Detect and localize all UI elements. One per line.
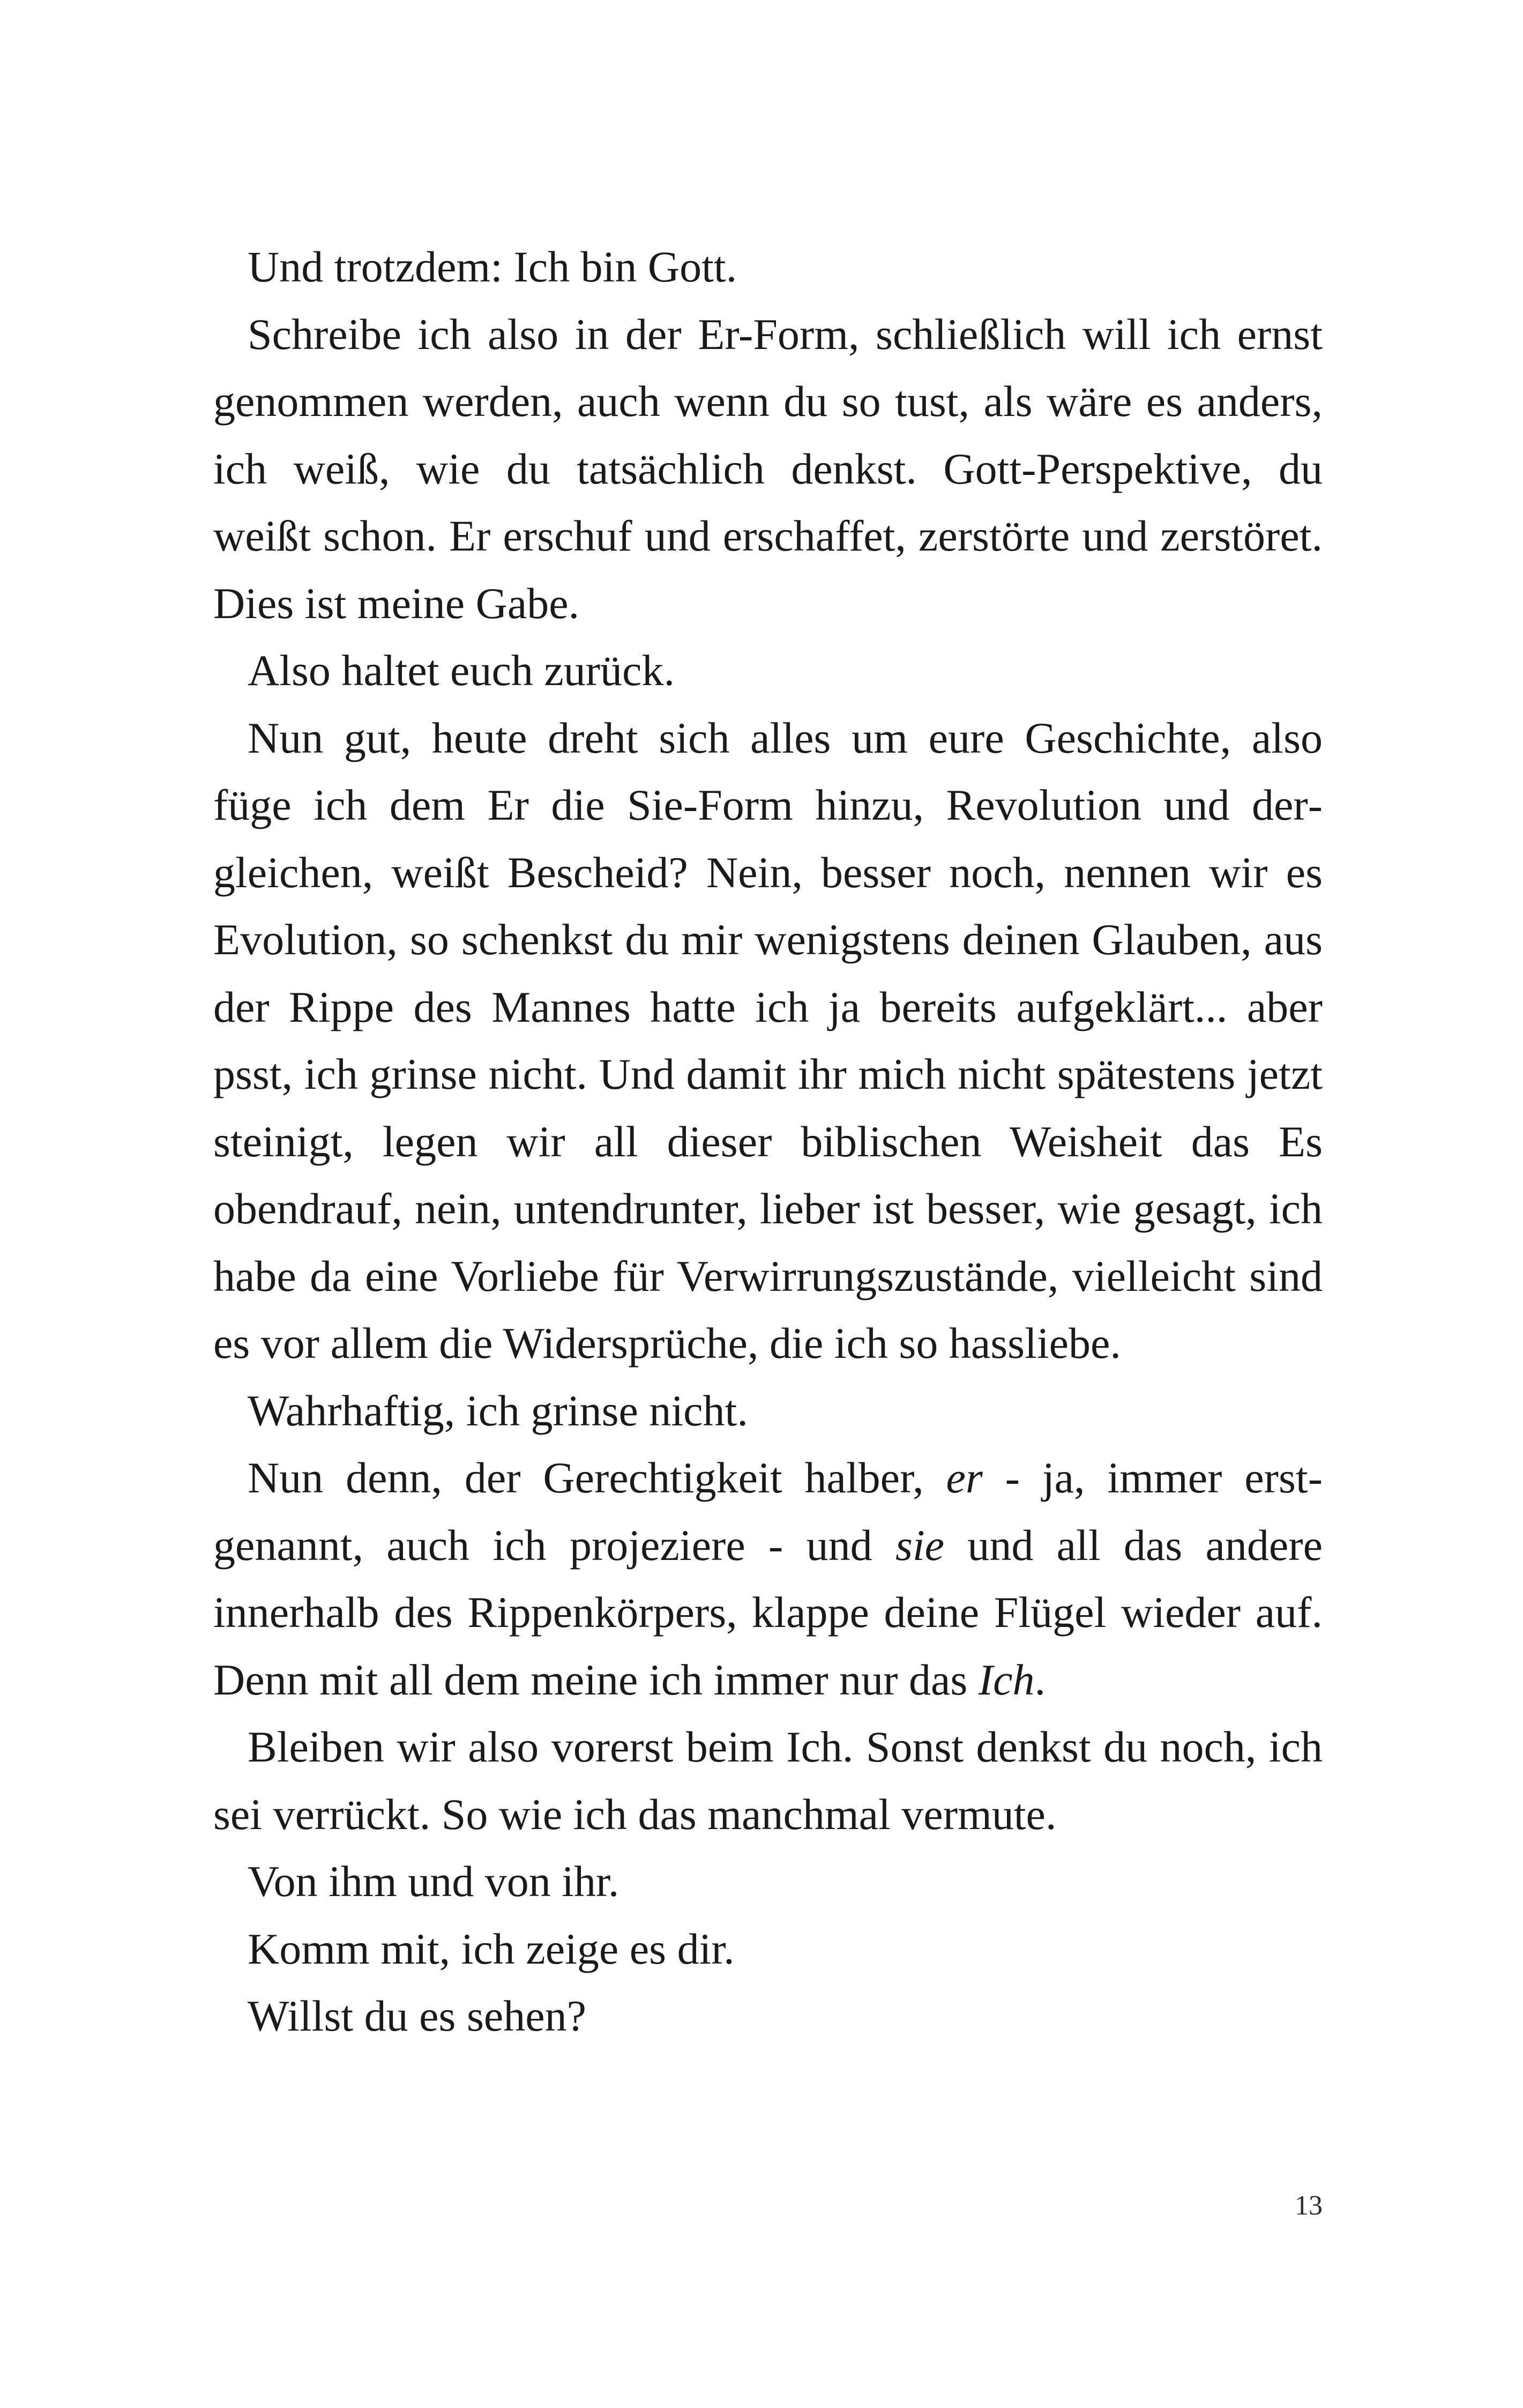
paragraph-8 — [213, 1848, 1323, 1915]
paragraph-3 — [213, 637, 1323, 704]
paragraph-6-text-c: und all das andere innerhalb des Rippenkörpers, klappe deine Flügel wieder auf. Denn mit all dem meine ich immer nur das — [213, 1520, 1323, 1704]
paragraph-6-text-d: . — [1034, 1655, 1046, 1704]
paragraph-2-text: Schreibe ich also in der Er-Form, schließlich will ich ernst genommen werden, auch wenn du so tust, als wäre es anders, ich weiß, wie du tatsächlich denkst. Gott-Perspektive, du weißt schon. Er erschuf und erschaffet, zerstörte und zerstöret. Dies ist meine Gabe. — [213, 309, 1323, 628]
paragraph-6-italic-sie: sie — [895, 1520, 945, 1570]
paragraph-7-text: Bleiben wir also vorerst beim Ich. Sonst denkst du noch, ich sei verrückt. So wie ich das manchmal vermute. — [213, 1722, 1323, 1839]
paragraph-4-text: Nun gut, heute dreht sich alles um eure Geschichte, also füge ich dem Er die Sie-Form hinzu, Revolution und dergleichen, weißt Bescheid? Nein, besser noch, nennen wir es Evolution, so schenkst du mir wenigstens deinen Glauben, aus der Rippe des Mannes hatte ich ja bereits aufgeklärt... aber psst, ich grinse nicht. Und damit ihr mich nicht spätestens jetzt steinigt, legen wir all dieser biblischen Weisheit das Es obendrauf, nein, untendrunter, lieber ist besser, wie gesagt, ich habe da eine Vorliebe für Verwirrungszustände, vielleicht sind es vor allem die Widersprüche, die ich so hassliebe. — [213, 713, 1323, 1367]
paragraph-2 — [213, 301, 1323, 637]
page-number: 13 — [1295, 2190, 1323, 2221]
paragraph-9 — [213, 1915, 1323, 1983]
paragraph-10-text: Willst du es sehen? — [248, 1991, 587, 2040]
paragraph-4 — [213, 704, 1323, 1377]
paragraph-10 — [213, 1982, 1323, 2050]
paragraph-5-text: Wahrhaftig, ich grinse nicht. — [248, 1386, 748, 1435]
body-text — [213, 233, 1323, 2050]
paragraph-1 — [213, 233, 1323, 301]
paragraph-8-text: Von ihm und von ihr. — [248, 1857, 619, 1906]
paragraph-6 — [213, 1444, 1323, 1713]
paragraph-7 — [213, 1713, 1323, 1848]
paragraph-9-text: Komm mit, ich zeige es dir. — [248, 1924, 735, 1973]
paragraph-6-italic-ich: Ich — [978, 1655, 1035, 1704]
paragraph-6-text-b: - ja, immer erstgenannt, auch ich projeziere - und — [213, 1453, 1323, 1570]
paragraph-5 — [213, 1377, 1323, 1445]
paragraph-3-text: Also haltet euch zurück. — [248, 646, 675, 695]
paragraph-6-italic-er: er — [946, 1453, 983, 1502]
paragraph-1-text: Und trotzdem: Ich bin Gott. — [248, 242, 737, 291]
paragraph-6-text-a: Nun denn, der Gerechtigkeit halber, — [248, 1453, 946, 1502]
